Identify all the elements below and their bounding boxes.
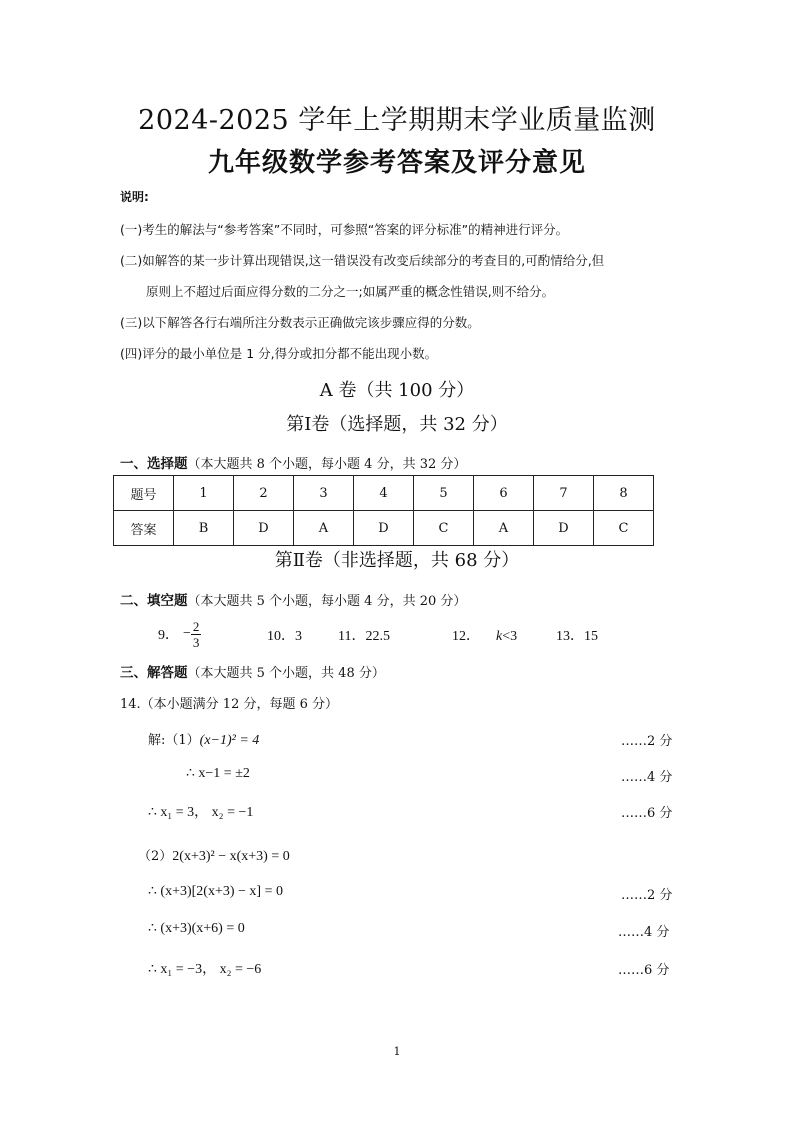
instruction-item-3: (三)以下解答各行右端所注分数表示正确做完该步骤应得的分数。 [120,315,480,330]
answer-cell: D [354,511,414,546]
question-number: 7 [534,476,594,511]
section2-header [120,589,466,609]
part2-title: 第Ⅱ卷（非选择题，共 68 分） [274,550,520,571]
q14-part2-eq1: 2(x+3)² − x(x+3) = 0 [172,849,290,864]
document-subtitle: 九年级数学参考答案及评分意见 [207,148,586,178]
q14-part2-line3: ∴ (x+3)(x+6) = 0 [148,921,245,936]
page-number: 1 [393,1045,401,1058]
row-label-number: 题号 [114,476,174,511]
answer-cell: B [174,511,234,546]
q9-fraction [191,619,202,650]
section1-desc: （本大题共 8 个小题，每小题 4 分，共 32 分） [187,457,467,472]
q14-part2-line4: ∴ x₁ = −3， x₂ = −6 [148,962,262,977]
q14-part1-line1 [148,729,259,749]
q14-part2-label: （2） [138,849,173,864]
q14-part2-line2: ∴ (x+3)[2(x+3) − x] = 0 [148,884,283,899]
q9-denominator: 3 [192,634,200,650]
question-number: 4 [354,476,414,511]
score-label: ……2 分 [621,734,673,749]
answer-q11: 11．22.5 [338,629,390,644]
part1-title: 第Ⅰ卷（选择题，共 32 分） [286,414,508,435]
score-label: ……2 分 [621,888,673,903]
table-row [114,476,654,511]
question-number: 8 [594,476,654,511]
instruction-item-1: (一)考生的解法与“参考答案”不同时，可参照“答案的评分标准”的精神进行评分。 [120,222,569,237]
answer-cell: C [594,511,654,546]
answer-cell: A [294,511,354,546]
section3-heading: 三、解答题 [120,665,188,681]
document-title: 2024-2025 学年上学期期末学业质量监测 [138,105,656,136]
score-label: ……6 分 [618,963,670,978]
row-label-answer: 答案 [114,511,174,546]
q9-numerator: 2 [192,618,200,634]
section2-desc: （本大题共 5 个小题，每小题 4 分，共 20 分） [187,594,467,609]
section2-heading: 二、填空题 [120,593,188,609]
q14-part1-label: 解:（1） [148,733,200,748]
score-label: ……6 分 [621,806,673,821]
q9-label: 9． [158,628,179,643]
score-label: ……4 分 [618,925,670,940]
section1-header [120,452,466,472]
q14-part1-line2: ∴ x−1 = ±2 [186,766,250,781]
question-number: 5 [414,476,474,511]
instructions-label: 说明: [120,190,149,204]
section3-header [120,661,385,681]
answer-cell: D [234,511,294,546]
answer-q12 [452,625,517,645]
q14-header: 14.（本小题满分 12 分，每题 6 分） [120,697,339,712]
score-label: ……4 分 [621,770,673,785]
q14-part1-line3: ∴ x₁ = 3， x₂ = −1 [148,805,254,820]
section3-desc: （本大题共 5 个小题，共 48 分） [187,666,385,681]
section1-heading: 一、选择题 [120,456,188,472]
instruction-item-2-cont: 原则上不超过后面应得分数的二分之一;如属严重的概念性错误,则不给分。 [146,284,555,299]
instruction-item-4: (四)评分的最小单位是 1 分,得分或扣分都不能出现小数。 [120,346,438,361]
volume-a-title: A 卷（共 100 分） [319,380,475,401]
q14-part2-line1 [138,845,290,865]
answer-cell: D [534,511,594,546]
question-number: 6 [474,476,534,511]
q12-label: 12． [452,629,480,644]
table-row [114,511,654,546]
answer-table [113,475,654,546]
q9-sign: − [183,626,191,641]
answer-cell: A [474,511,534,546]
answer-q10: 10．3 [267,629,302,644]
answer-q13: 13．15 [556,629,598,644]
q14-part1-eq1: (x−1)² = 4 [199,733,260,748]
instruction-item-2: (二)如解答的某一步计算出现错误,这一错误没有改变后续部分的考查目的,可酌情给分,但 [120,253,605,268]
question-number: 3 [294,476,354,511]
question-number: 2 [234,476,294,511]
answer-cell: C [414,511,474,546]
question-number: 1 [174,476,234,511]
q12-var: k [496,629,503,644]
answer-q9 [158,616,201,652]
q12-rest: <3 [502,629,518,644]
